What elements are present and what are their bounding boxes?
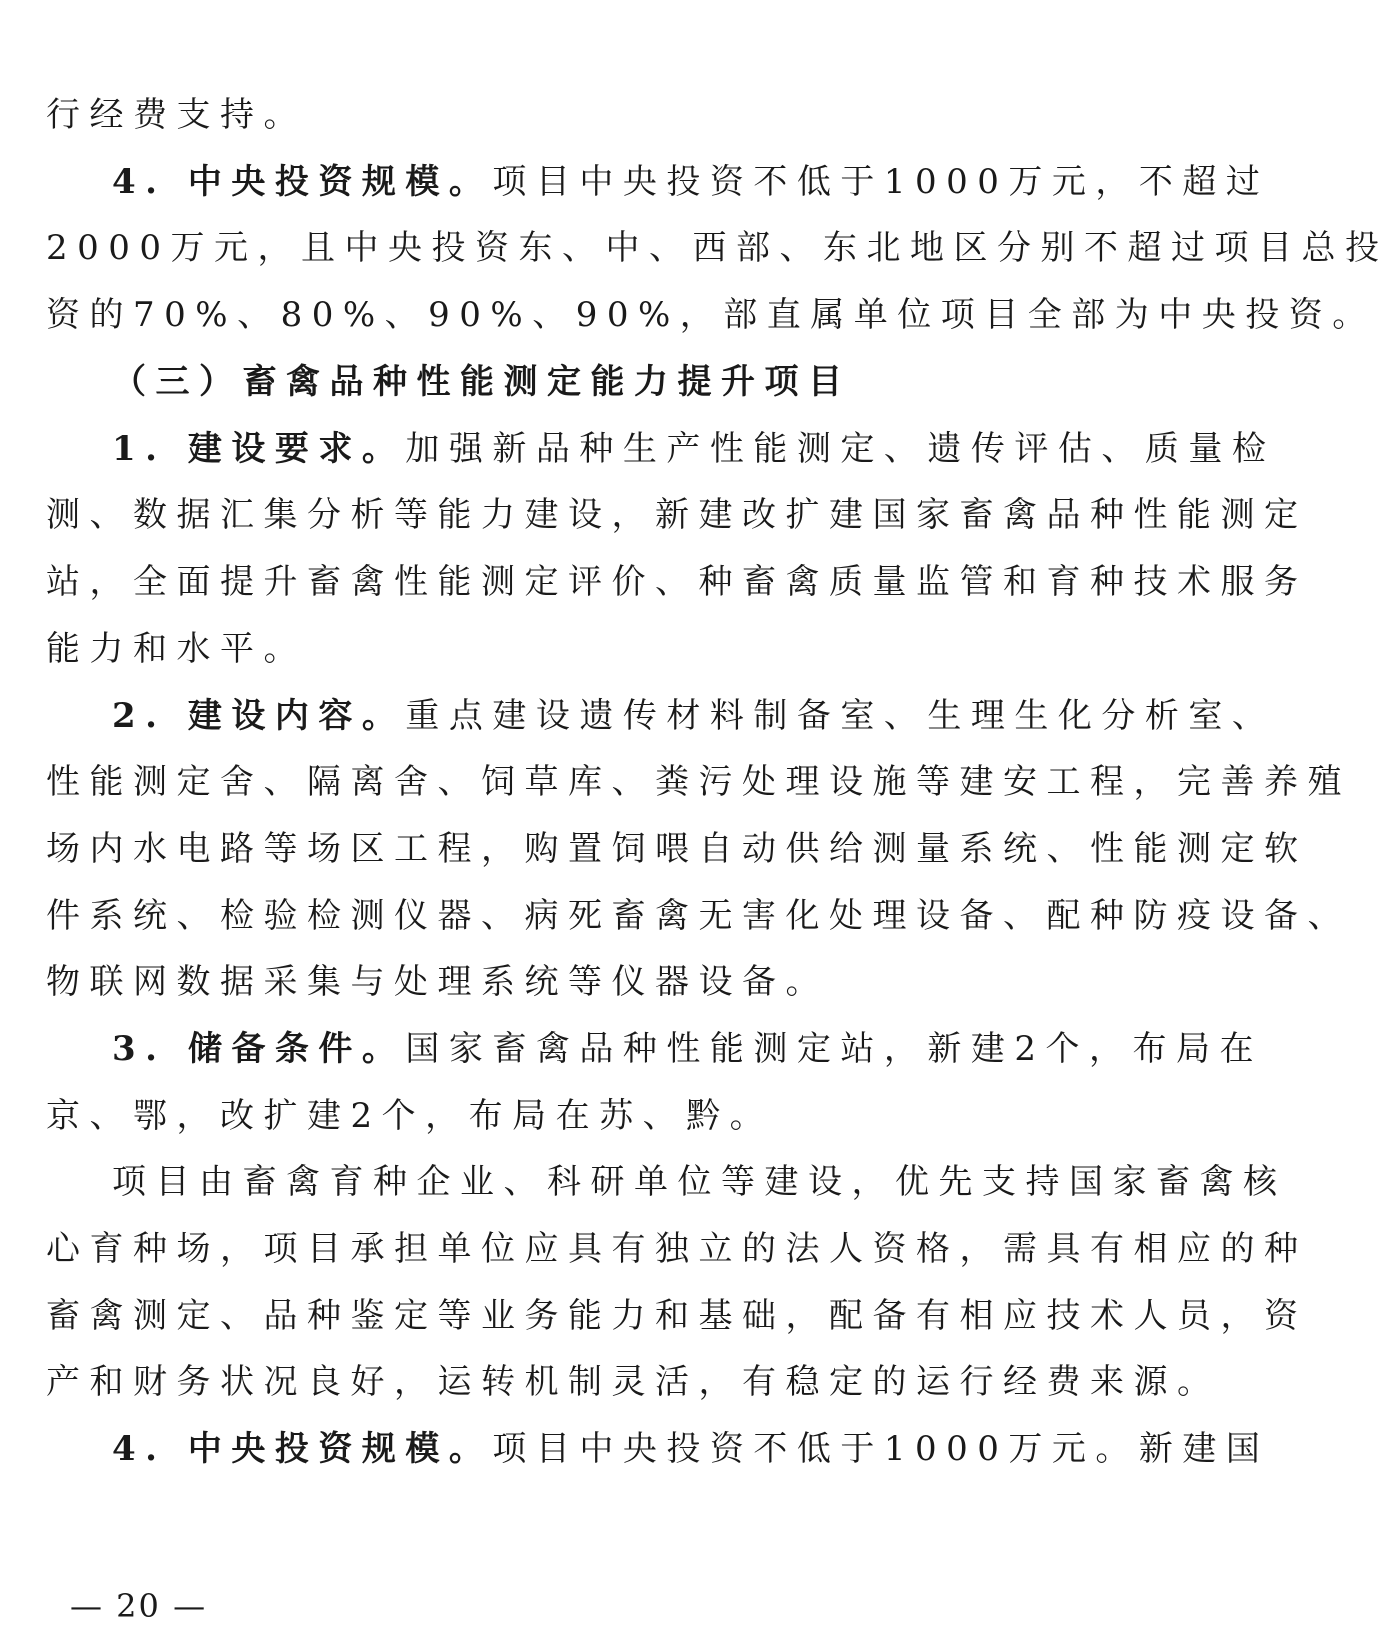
text-line: 心育种场，项目承担单位应具有独立的法人资格，需具有相应的种 [46,1229,1308,1269]
text-line: 性能测定舍、隔离舍、饲草库、粪污处理设施等建安工程，完善养殖 [46,762,1351,802]
paragraph-heading: 4. 中央投资规模。 [112,1429,493,1469]
text-line: 资的70%、80%、90%、90%，部直属单位项目全部为中央投资。 [46,295,1376,335]
paragraph-heading-line [112,1027,1263,1071]
paragraph-heading: 4. 中央投资规模。 [112,162,493,202]
paragraph-text: 加强新品种生产性能测定、遗传评估、质量检 [405,429,1276,469]
paragraph-text: 重点建设遗传材料制备室、生理生化分析室、 [405,696,1276,736]
text-line: 行经费支持。 [46,95,307,135]
paragraph-text-line: 项目由畜禽育种企业、科研单位等建设，优先支持国家畜禽核 [112,1162,1287,1202]
paragraph-heading: 1. 建设要求。 [112,429,406,469]
text-line: 京、鄂，改扩建2个，布局在苏、黔。 [46,1096,774,1136]
text-line: 场内水电路等场区工程，购置饲喂自动供给测量系统、性能测定软 [46,829,1308,869]
paragraph-heading: 3. 储备条件。 [112,1029,406,1069]
paragraph-text: 项目中央投资不低于1000万元，不超过 [492,162,1270,202]
section-heading: （三）畜禽品种性能测定能力提升项目 [112,362,852,402]
text-line: 畜禽测定、品种鉴定等业务能力和基础，配备有相应技术人员，资 [46,1296,1308,1336]
page-number: — 20 — [70,1587,208,1625]
paragraph-text: 项目中央投资不低于1000万元。新建国 [492,1429,1270,1469]
text-line: 产和财务状况良好，运转机制灵活，有稳定的运行经费来源。 [46,1362,1221,1402]
paragraph-heading-line [112,160,1270,204]
text-line: 能力和水平。 [46,629,307,669]
text-line: 2000万元，且中央投资东、中、西部、东北地区分别不超过项目总投 [46,228,1389,268]
paragraph-text: 国家畜禽品种性能测定站，新建2个，布局在 [405,1029,1263,1069]
text-line: 测、数据汇集分析等能力建设，新建改扩建国家畜禽品种性能测定 [46,495,1308,535]
paragraph-heading-line [112,427,1276,471]
paragraph-heading: 2. 建设内容。 [112,696,406,736]
text-line: 件系统、检验检测仪器、病死畜禽无害化处理设备、配种防疫设备、 [46,896,1351,936]
paragraph-heading-line [112,1427,1270,1471]
text-line: 物联网数据采集与处理系统等仪器设备。 [46,962,829,1002]
paragraph-heading-line [112,694,1276,738]
text-line: 站，全面提升畜禽性能测定评价、种畜禽质量监管和育种技术服务 [46,562,1308,602]
